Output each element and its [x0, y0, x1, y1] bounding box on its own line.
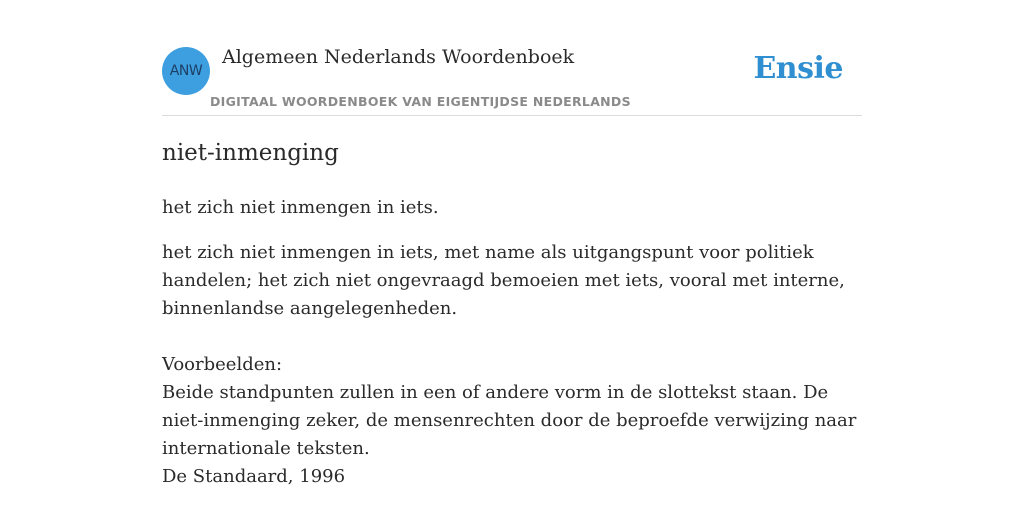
example-source: De Standaard, 1996 — [162, 466, 346, 487]
logo-text: ANW — [169, 63, 203, 79]
example-text: Beide standpunten zullen in een of andere vorm in de slottekst staan. De niet-inmenging zeker, de mensenrechten door de beproefde verwijzing naar internationale teksten. — [162, 382, 857, 459]
site-title[interactable]: Algemeen Nederlands Woordenboek — [222, 46, 575, 68]
long-definition: het zich niet inmengen in iets, met name als uitgangspunt voor politiek handelen; het zich niet ongevraagd bemoeien met iets, vooral met interne, binnenlandse aangelegenheden. — [162, 242, 845, 319]
page — [162, 0, 862, 487]
examples-heading: Voorbeelden: — [162, 354, 283, 375]
ensie-brand-link[interactable]: Ensie — [753, 51, 843, 86]
short-definition: het zich niet inmengen in iets. — [162, 197, 439, 218]
examples-section — [162, 351, 862, 491]
anw-logo[interactable] — [162, 47, 210, 95]
entry-title: niet-inmenging — [162, 140, 339, 166]
site-header — [162, 0, 862, 116]
site-subtitle: DIGITAAL WOORDENBOEK VAN EIGENTIJDSE NEDERLANDS — [210, 94, 631, 109]
